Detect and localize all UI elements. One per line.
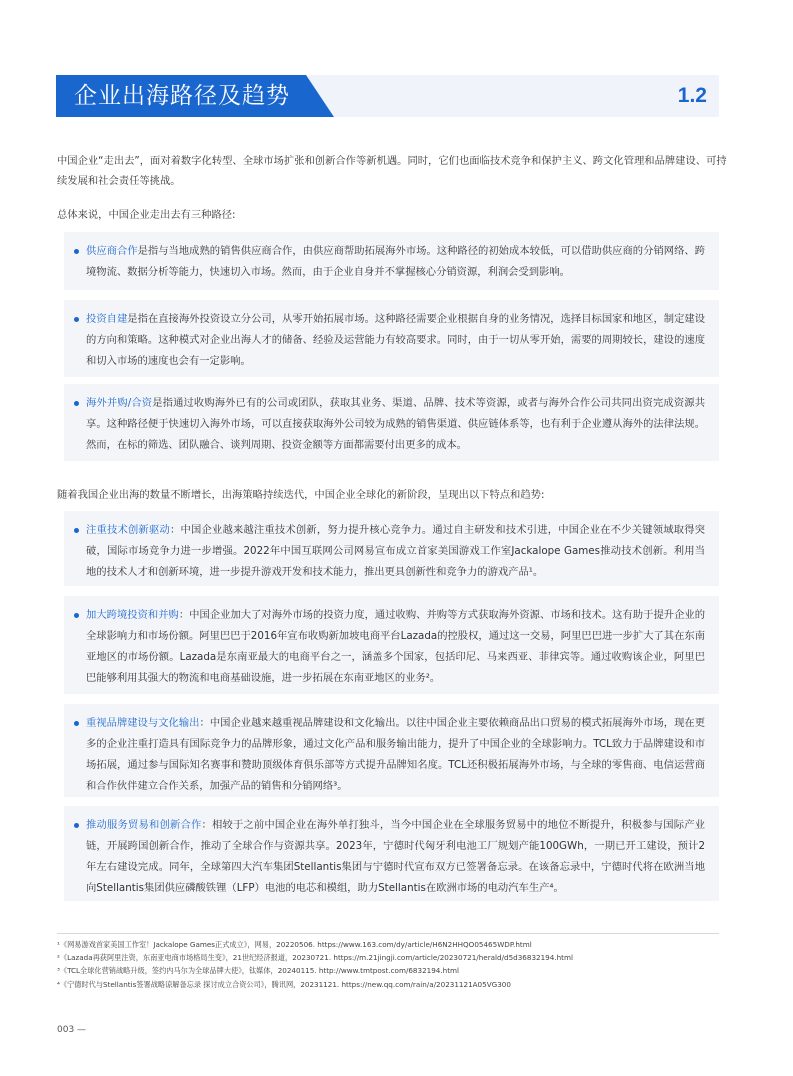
path-desc: 是指在直接海外投资设立分公司，从零开始拓展市场。这种路径需要企业根据自身的业务情况，选择目标国家和地区，制定建设的方向和策略。这种模式对企业出海人才的储备、经验及运营能力有较高要求。同时，由于一切从零开始，需要的周期较长，建设的速度和切入市场的速度也会有一定影响。 bbox=[86, 313, 706, 367]
path-term: 供应商合作 bbox=[86, 245, 138, 257]
trend-term: 加大跨境投资和并购 bbox=[86, 609, 179, 621]
footnote-1[interactable]: ¹《网易游戏首家美国工作室！Jackalope Games正式成立》，网易，20220506. https://www.163.com/dy/article/H6N2HHQO05465WDP.html bbox=[57, 940, 532, 949]
trend-card-tech bbox=[64, 511, 719, 586]
path-card-supplier bbox=[64, 232, 719, 290]
path-desc: 是指与当地成熟的销售供应商合作，由供应商帮助拓展海外市场。这种路径的初始成本较低，可以借助供应商的分销网络、跨境物流、数据分析等能力，快速切入市场。然而，由于企业自身并不掌握核心分销资源，利润会受到影响。 bbox=[86, 245, 706, 278]
trend-card-text bbox=[86, 815, 705, 899]
page-number: 003 — bbox=[57, 1025, 87, 1035]
footnote-3[interactable]: ³《TCL全球化营销战略升级，签约内马尔为全球品牌大使》，钛媒体，20240115. http://www.tmtpost.com/6832194.html bbox=[57, 966, 460, 976]
trend-card-investment bbox=[64, 596, 719, 694]
section-number: 1.2 bbox=[677, 84, 707, 107]
path-card-text bbox=[86, 309, 705, 372]
path-card-text bbox=[86, 393, 705, 456]
path-term: 投资自建 bbox=[86, 313, 128, 325]
path-card-self-built bbox=[64, 300, 719, 377]
bullet-icon bbox=[74, 249, 79, 254]
trend-card-text bbox=[86, 713, 705, 797]
trend-card-text bbox=[86, 605, 705, 689]
trend-desc: ：相较于之前中国企业在海外单打独斗，当今中国企业在全球服务贸易中的地位不断提升，积极参与国际产业链，开展跨国创新合作，推动了全球合作与资源共享。2023年，宁德时代匈牙利电池工厂规划产能100GWh，一期已开工建设，预计2年左右建设完成。同年，全球第四大汽车集团Stellantis集团与宁德时代宣布双方已签署备忘录。在该备忘录中，宁德时代将在欧洲当地向Stellantis集团供应磷酸铁锂（LFP）电池的电芯和模组，助力Stellantis在欧洲市场的电动汽车生产⁴。 bbox=[86, 819, 706, 894]
path-card-merger bbox=[64, 384, 719, 461]
trend-desc: ：中国企业越来越注重技术创新，努力提升核心竞争力。通过自主研发和技术引进，中国企业在不少关键领域取得突破，国际市场竞争力进一步增强。2022年中国互联网公司网易宣布成立首家美国游戏工作室Jackalope Games推动技术创新。利用当地的技术人才和创新环境，进一步提升游戏开发和技术能力，推出更具创新性和竞争力的游戏产品¹。 bbox=[86, 524, 706, 578]
footnotes bbox=[57, 938, 757, 991]
footnote-2[interactable]: ²《Lazada再获阿里注资，东南亚电商市场格局生变》，21世纪经济报道，20230721. https://m.21jingji.com/article/20230721/herald/d5d36832194.html bbox=[57, 953, 573, 963]
bullet-icon bbox=[74, 401, 79, 406]
bullet-icon bbox=[74, 528, 79, 533]
trend-term: 重视品牌建设与文化输出 bbox=[86, 717, 200, 729]
trend-card-text bbox=[86, 520, 705, 583]
footnote-4[interactable]: ⁴《宁德时代与Stellantis签署战略谅解备忘录 探讨成立合资公司》，腾讯网，20231121. https://new.qq.com/rain/a/20231121A05VG300 bbox=[57, 979, 511, 989]
bullet-icon bbox=[74, 613, 79, 618]
footnote-divider bbox=[57, 933, 719, 934]
trend-desc: ：中国企业加大了对海外市场的投资力度，通过收购、并购等方式获取海外资源、市场和技术。这有助于提升企业的全球影响力和市场份额。阿里巴巴于2016年宣布收购新加坡电商平台Lazada的控股权，通过这一交易，阿里巴巴进一步扩大了其在东南亚地区的市场份额。Lazada是东南亚最大的电商平台之一，涵盖多个国家，包括印尼、马来西亚、菲律宾等。通过收购该企业，阿里巴巴能够利用其强大的物流和电商基础设施，进一步拓展在东南亚地区的业务²。 bbox=[86, 609, 706, 684]
path-desc: 是指通过收购海外已有的公司或团队，获取其业务、渠道、品牌、技术等资源，或者与海外合作公司共同出资完成资源共享。这种路径便于快速切入海外市场，可以直接获取海外公司较为成熟的销售渠道、供应链体系等，也有利于企业遵从海外的法律法规。然而，在标的筛选、团队融合、谈判周期、投资金额等方面都需要付出更多的成本。 bbox=[86, 397, 705, 451]
bullet-icon bbox=[74, 317, 79, 322]
page-title: 企业出海路径及趋势 bbox=[74, 83, 290, 109]
intro-paragraph: 中国企业“走出去”，面对着数字化转型、全球市场扩张和创新合作等新机遇。同时，它们也面临技术竞争和保护主义、跨文化管理和品牌建设、可持续发展和社会责任等挑战。 bbox=[57, 155, 727, 187]
paths-intro: 总体来说，中国企业走出去有三种路径: bbox=[57, 209, 236, 221]
bullet-icon bbox=[74, 823, 79, 828]
bullet-icon bbox=[74, 721, 79, 726]
trend-card-services bbox=[64, 806, 719, 901]
trend-term: 推动服务贸易和创新合作 bbox=[86, 819, 202, 831]
trend-term: 注重技术创新驱动 bbox=[86, 524, 170, 536]
trends-intro: 随着我国企业出海的数量不断增长，出海策略持续迭代，中国企业全球化的新阶段，呈现出以下特点和趋势: bbox=[57, 489, 545, 501]
trend-card-brand bbox=[64, 704, 719, 797]
path-card-text bbox=[86, 241, 705, 283]
path-term: 海外并购/合资 bbox=[86, 397, 153, 409]
trend-desc: ：中国企业越来越重视品牌建设和文化输出。以往中国企业主要依赖商品出口贸易的模式拓展海外市场，现在更多的企业注重打造具有国际竞争力的品牌形象，通过文化产品和服务输出能力，提升了中国企业的全球影响力。TCL致力于品牌建设和市场拓展，通过参与国际知名赛事和赞助顶级体育俱乐部等方式提升品牌知名度。TCL还积极拓展海外市场，与全球的零售商、电信运营商和合作伙伴建立合作关系，加强产品的销售和分销网络³。 bbox=[86, 717, 706, 792]
